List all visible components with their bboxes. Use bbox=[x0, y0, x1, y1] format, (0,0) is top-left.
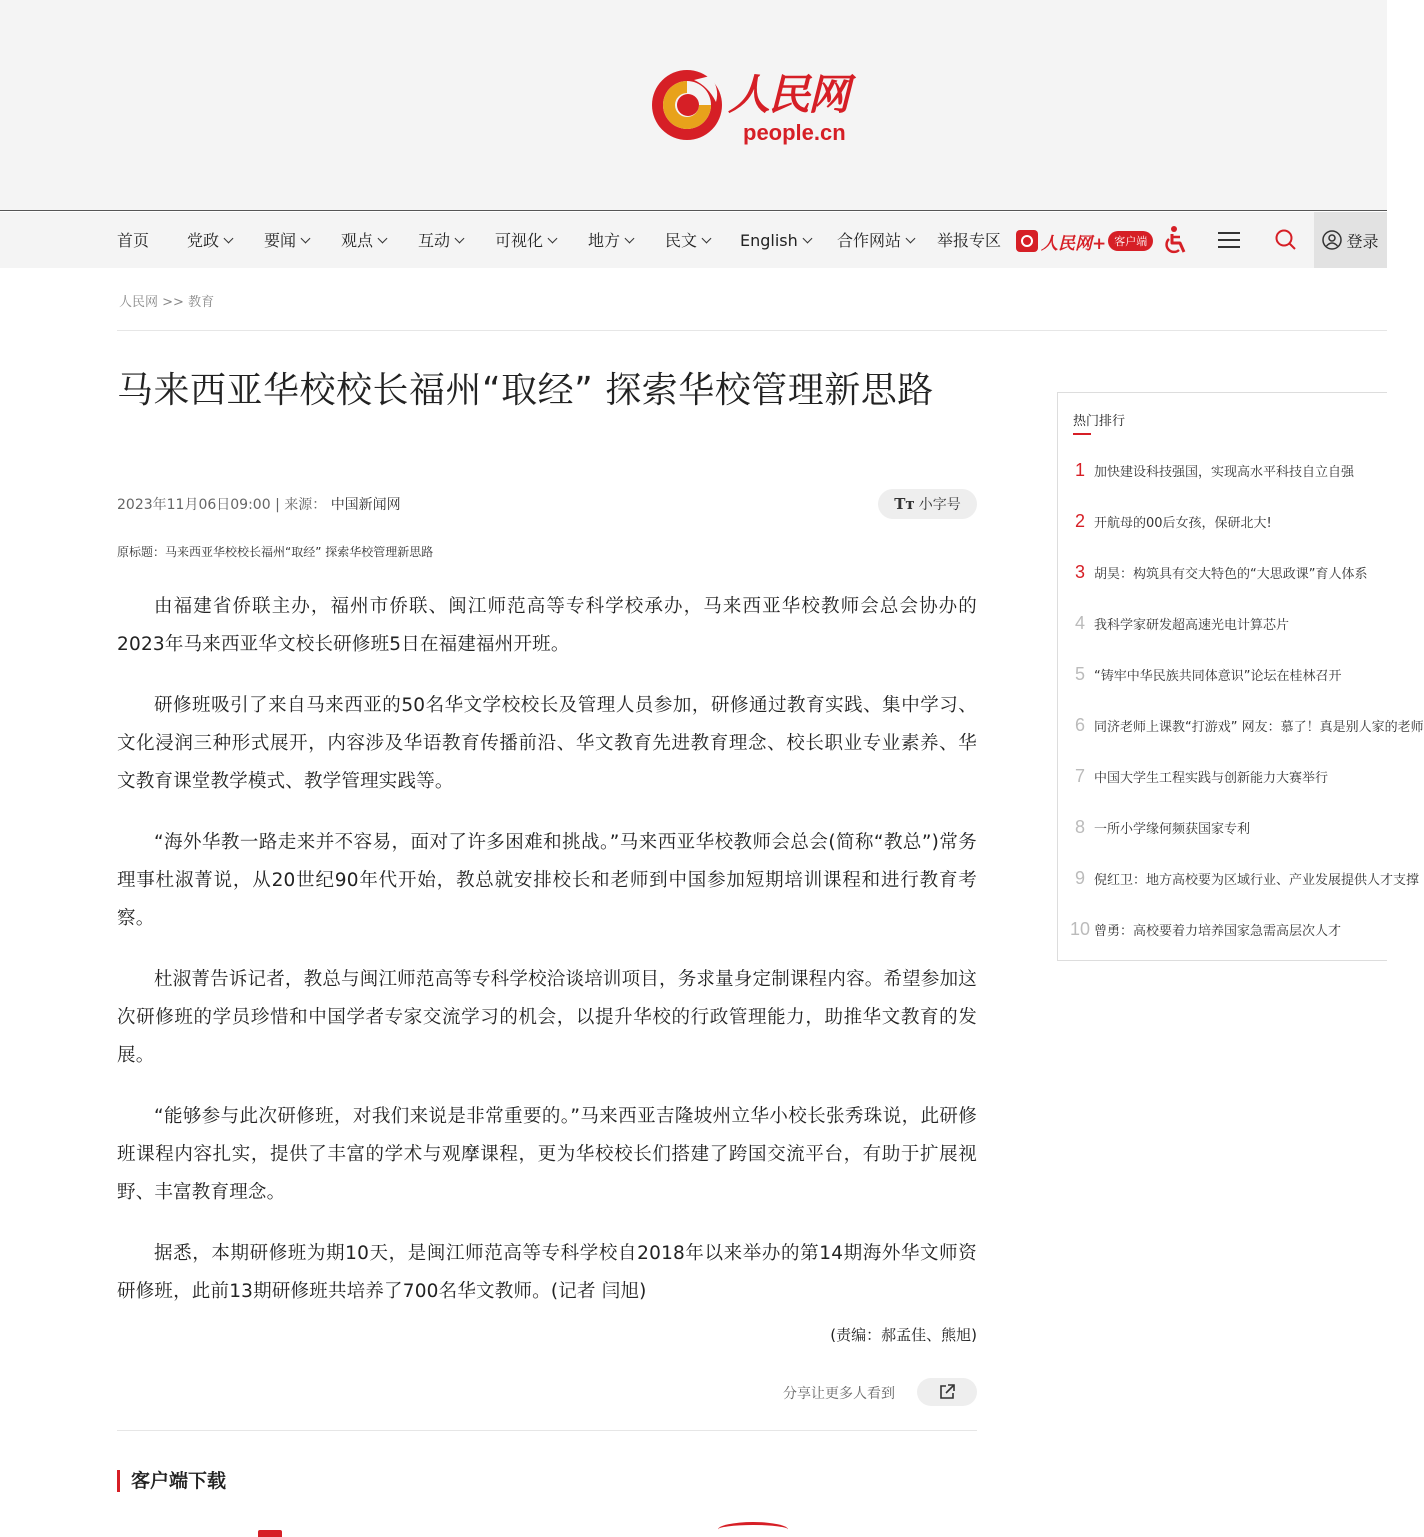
rank-number: 3 bbox=[1074, 562, 1085, 582]
list-item[interactable] bbox=[1066, 496, 1386, 547]
article-paragraph: 研修班吸引了来自马来西亚的50名华文学校校长及管理人员参加，研修通过教育实践、集中学习、文化浸润三种形式展开，内容涉及华语教育传播前沿、华文教育先进教育理念、校长职业专业素养、华文教育课堂教学模式、教学管理实践等。 bbox=[117, 695, 977, 792]
header-banner bbox=[0, 0, 1387, 211]
rank-number: 9 bbox=[1074, 868, 1085, 888]
breadcrumb-section[interactable]: 教育 bbox=[188, 295, 215, 310]
font-size-icon: Tт bbox=[894, 495, 915, 513]
chevron-down-icon bbox=[455, 234, 465, 244]
people-app-icon bbox=[1016, 230, 1038, 252]
nav-item-visual[interactable] bbox=[495, 212, 556, 268]
nav-item-party-gov[interactable] bbox=[187, 212, 232, 268]
article-paragraph: 杜淑菁告诉记者，教总与闽江师范高等专科学校洽谈培训项目，务求量身定制课程内容。希望参加这次研修班的学员珍惜和中国学者专家交流学习的机会，以提升华校的行政管理能力，助推华文教育的发展。 bbox=[117, 969, 977, 1066]
divider bbox=[117, 330, 1387, 331]
nav-label: 举报专区 bbox=[937, 231, 1002, 250]
nav-item-english[interactable] bbox=[740, 212, 811, 268]
nav-label: 要闻 bbox=[264, 231, 297, 250]
logo-text-en: people.cn bbox=[743, 120, 846, 145]
rank-link[interactable]: 我科学家研发超高速光电计算芯片 bbox=[1094, 618, 1290, 633]
chevron-down-icon bbox=[301, 234, 311, 244]
article-body bbox=[117, 588, 977, 1334]
article-paragraph: “海外华教一路走来并不容易，面对了许多困难和挑战。”马来西亚华校教师会总会(简称“教总”)常务理事杜淑菁说，从20世纪90年代开始，教总就安排校长和老师到中国参加短期培训课程和进行教育考察。 bbox=[117, 832, 977, 929]
hot-ranking-title: 热门排行 bbox=[1073, 410, 1125, 429]
app-client-pill: 客户端 bbox=[1108, 231, 1153, 251]
editor-credit: (责编：郝孟佳、熊旭) bbox=[830, 1326, 977, 1344]
article-datetime: 2023年11月06日09:00 bbox=[117, 497, 271, 513]
chevron-down-icon bbox=[625, 234, 635, 244]
rank-number: 6 bbox=[1074, 715, 1085, 735]
rank-link[interactable]: “铸牢中华民族共同体意识”论坛在桂林召开 bbox=[1094, 669, 1342, 684]
rank-number: 1 bbox=[1074, 460, 1085, 480]
source-prefix: | 来源： bbox=[275, 497, 327, 513]
rank-number: 2 bbox=[1074, 511, 1085, 531]
article-paragraph: “能够参与此次研修班，对我们来说是非常重要的。”马来西亚吉隆坡州立华小校长张秀珠说，此研修班课程内容扎实，提供了丰富的学术与观摩课程，更为华校校长们搭建了跨国交流平台，有助于扩展视野、丰富教育理念。 bbox=[117, 1106, 977, 1203]
list-item[interactable] bbox=[1066, 904, 1386, 955]
app-name: 人民网+ bbox=[1041, 233, 1107, 254]
nav-item-partners[interactable] bbox=[837, 212, 914, 268]
login-label: 登录 bbox=[1346, 231, 1379, 251]
font-size-toggle-button[interactable] bbox=[878, 489, 977, 519]
accessibility-icon[interactable] bbox=[1160, 212, 1194, 268]
list-item[interactable] bbox=[1066, 802, 1386, 853]
nav-item-minority[interactable] bbox=[665, 212, 710, 268]
breadcrumb-home[interactable]: 人民网 bbox=[119, 295, 159, 310]
breadcrumb bbox=[119, 291, 214, 310]
chevron-down-icon bbox=[802, 234, 812, 244]
nav-item-local[interactable] bbox=[588, 212, 633, 268]
rank-link[interactable]: 同济老师上课教“打游戏” 网友：慕了！真是别人家的老师 bbox=[1094, 720, 1424, 735]
article-paragraph: 由福建省侨联主办，福州市侨联、闽江师范高等专科学校承办，马来西亚华校教师会总会协办的2023年马来西亚华文校长研修班5日在福建福州开班。 bbox=[117, 596, 977, 655]
chevron-down-icon bbox=[378, 234, 388, 244]
app-client-link[interactable] bbox=[1016, 229, 1153, 253]
article-meta bbox=[117, 494, 401, 514]
nav-label: 地方 bbox=[588, 231, 621, 250]
rank-number: 8 bbox=[1074, 817, 1085, 837]
nav-item-opinion[interactable] bbox=[341, 212, 386, 268]
logo-emblem-icon bbox=[650, 68, 724, 142]
app-download-heading: 客户端下载 bbox=[117, 1470, 226, 1492]
user-icon bbox=[1322, 230, 1342, 250]
nav-label: 党政 bbox=[187, 231, 220, 250]
rank-link[interactable]: 中国大学生工程实践与创新能力大赛举行 bbox=[1094, 771, 1329, 786]
breadcrumb-sep: >> bbox=[162, 295, 184, 310]
menu-icon[interactable] bbox=[1212, 212, 1246, 268]
chevron-down-icon bbox=[224, 234, 234, 244]
original-title: 原标题：马来西亚华校校长福州“取经” 探索华校管理新思路 bbox=[117, 545, 434, 559]
chevron-down-icon bbox=[548, 234, 558, 244]
nav-item-interact[interactable] bbox=[418, 212, 463, 268]
rank-link[interactable]: 开航母的00后女孩，保研北大! bbox=[1094, 516, 1272, 531]
app-icon-partial[interactable] bbox=[718, 1522, 788, 1537]
nav-label: 互动 bbox=[418, 231, 451, 250]
main-nav bbox=[0, 212, 1387, 268]
rank-link[interactable]: 加快建设科技强国，实现高水平科技自立自强 bbox=[1094, 465, 1355, 480]
nav-item-news[interactable] bbox=[264, 212, 309, 268]
nav-label: 合作网站 bbox=[837, 231, 902, 250]
search-icon[interactable] bbox=[1269, 212, 1303, 268]
list-item[interactable] bbox=[1066, 445, 1386, 496]
app-icon-partial[interactable] bbox=[258, 1530, 282, 1537]
divider bbox=[117, 1430, 977, 1431]
list-item[interactable] bbox=[1066, 751, 1386, 802]
people-cn-logo[interactable] bbox=[650, 64, 865, 149]
rank-link[interactable]: 倪红卫：地方高校要为区域行业、产业发展提供人才支撑 bbox=[1094, 873, 1420, 888]
nav-item-report[interactable] bbox=[937, 212, 1001, 268]
rank-number: 4 bbox=[1074, 613, 1085, 633]
list-item[interactable] bbox=[1066, 853, 1420, 904]
nav-label: 观点 bbox=[341, 231, 374, 250]
share-label: 分享让更多人看到 bbox=[783, 1386, 895, 1402]
rank-number: 10 bbox=[1069, 919, 1091, 939]
hot-ranking-panel bbox=[1057, 392, 1424, 961]
chevron-down-icon bbox=[906, 234, 916, 244]
logo-text-cn: 人民网 bbox=[728, 70, 849, 119]
rank-number: 7 bbox=[1074, 766, 1085, 786]
login-button[interactable] bbox=[1314, 212, 1387, 268]
share-icon bbox=[938, 1383, 956, 1401]
article-paragraph: 据悉，本期研修班为期10天，是闽江师范高等专科学校自2018年以来举办的第14期海外华文师资研修班，此前13期研修班共培养了700名华文教师。(记者 闫旭) bbox=[117, 1243, 977, 1302]
nav-item-home[interactable] bbox=[117, 212, 149, 268]
chevron-down-icon bbox=[702, 234, 712, 244]
rank-link[interactable]: 曾勇：高校要着力培养国家急需高层次人才 bbox=[1094, 924, 1342, 939]
nav-label: 首页 bbox=[117, 231, 150, 250]
nav-label: English bbox=[740, 231, 798, 250]
font-size-label: 小字号 bbox=[918, 497, 961, 513]
rank-link[interactable]: 胡昊：构筑具有交大特色的“大思政课”育人体系 bbox=[1094, 567, 1368, 582]
rank-link[interactable]: 一所小学缘何频获国家专利 bbox=[1094, 822, 1251, 837]
share-bar bbox=[783, 1378, 977, 1406]
nav-label: 可视化 bbox=[495, 231, 544, 250]
hot-ranking-list bbox=[1066, 445, 1424, 955]
article-title: 马来西亚华校校长福州“取经” 探索华校管理新思路 bbox=[117, 370, 934, 411]
rank-number: 5 bbox=[1074, 664, 1085, 684]
share-button[interactable] bbox=[917, 1378, 977, 1406]
list-item[interactable] bbox=[1066, 700, 1424, 751]
article-source-link[interactable]: 中国新闻网 bbox=[330, 497, 401, 513]
list-item[interactable] bbox=[1066, 598, 1386, 649]
list-item[interactable] bbox=[1066, 649, 1386, 700]
list-item[interactable] bbox=[1066, 547, 1386, 598]
nav-label: 民文 bbox=[665, 231, 698, 250]
